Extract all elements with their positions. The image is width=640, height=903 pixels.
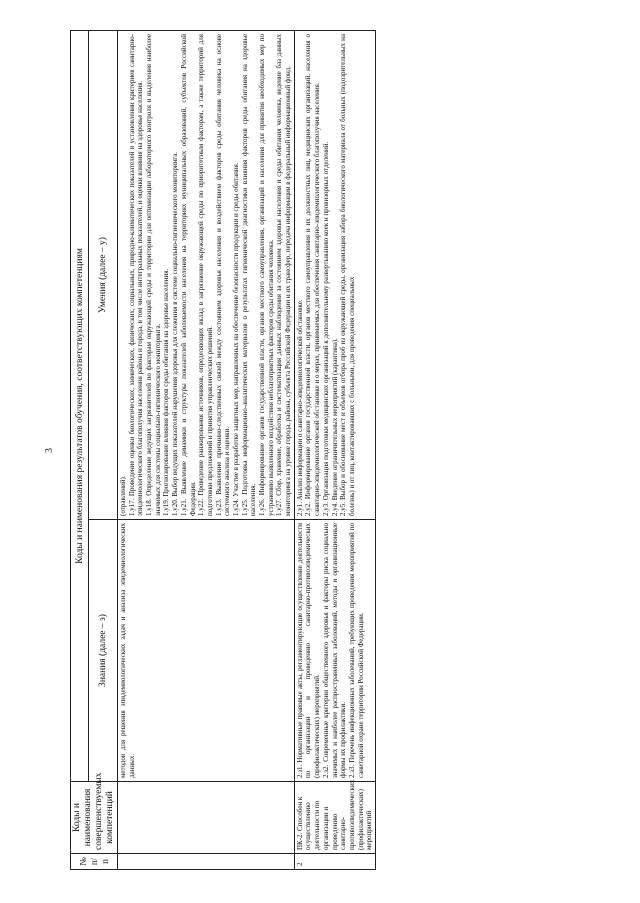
knowledge-item: 2.з3. Перечень инфекционных заболеваний, требующих проведения мероприятий по санитарной охране территории Российской Федерации. — [347, 523, 365, 778]
skill-item: 1.у26. Информирование органов государственной власти, органов местного самоуправления, организаций и населения для принятия необходимых мер по устранению выявленного воздействия неблагоприятных факторов среды обитания человека. — [258, 34, 275, 516]
skill-item: (отравлений). — [119, 475, 127, 516]
skill-item: 1.у23. Выявление причинно-следственных связей между состоянием здоровья населения и воздействием факторов среды обитания человека на основе системного анализа и оценки. — [214, 34, 232, 516]
skill-item: 2.у2. Информирование органов государственной власти, органов местного самоуправления и их должностных лиц, медицинских организаций, населения о санитарно-эпидемиологической обстановке и о мерах, принимаемых для обеспечения санитарно-эпидемиологического благополучия населения. — [304, 34, 322, 516]
knowledge-cell — [118, 520, 295, 782]
table-row — [294, 31, 375, 870]
row-number: 2 — [294, 854, 375, 870]
page-number: 3 — [44, 448, 55, 453]
knowledge-item: методов для решения эпидемиологических задач и анализа эпидемиологических данных. — [119, 523, 136, 778]
header-codes: Коды и наименования совершенствуемых компетенций — [71, 782, 118, 854]
header-num: № п/п — [71, 854, 118, 870]
skill-item: 1.у20. Выбор ведущих показателей нарушения здоровья для слежения в системе социально-гигиенического мониторинга. — [171, 151, 180, 516]
skills-cell — [294, 31, 375, 520]
competency-code: ПК-2. Способен к осуществлению деятельности по организации и проведению санитарно-противоэпидемических (профилактических) мероприятий — [294, 782, 375, 854]
skill-item: 2.у5. Выбор и обоснование мест и объемов отбора проб из окружающей среды, организация забора биологического материала от больных (подозрительных на болезнь) и от лиц, контактировавших с больными, для проведения специальных — [339, 34, 356, 516]
row-number — [118, 854, 295, 870]
skill-item: 1.у24. Участие в разработке защитных мер, направленных на обеспечение безопасности продукции и среды обитания. — [231, 162, 240, 516]
competency-table — [70, 30, 376, 870]
skill-item: 1.у22. Проведение ранжирования источников, определяющих вклад в загрязнение окружающей среды по приоритетным факторам, а также территорий для подготовки предложений и принятия управленческих решений. — [197, 34, 214, 516]
skill-item: 1.у21. Выявление динамики и структуры показателей заболеваемости населения на территориях муниципальных образований, субъектов Российской Федерации. — [179, 34, 197, 516]
competency-code — [118, 782, 295, 854]
skills-cell — [118, 31, 295, 520]
skill-item: 2.у3. Организация подготовки медицинских организаций к дополнительному развертыванию коек и провизорных отделений. — [321, 141, 330, 516]
rotated-page — [70, 30, 580, 870]
knowledge-item: 2.з2. Современные критерии общественного здоровья и факторы риска социально значимых и наиболее распространенных заболеваний, методы и организационные формы их профилактики. — [321, 523, 348, 778]
skill-item: 2.у1. Анализ информации о санитарно-эпидемиологической обстановке. — [295, 299, 304, 516]
header-skills: Умения (далее – у) — [89, 31, 118, 520]
header-results: Коды и наименования результатов обучения, соответствующих компетенциям — [71, 31, 89, 782]
skill-item: 1.у27. Сбор, хранение, обработка и систематизация данных наблюдения за состоянием здоровья населения и среды обитания человека, ведение баз данных мониторинга на уровне города, района, субъекта Российской Федерации и их трансфер, передача информации в федеральный информационный фонд. — [275, 34, 293, 516]
skill-item: 2.у4. Введение ограничительных мероприятий (карантина). — [330, 338, 339, 516]
skill-item: 1.у18. Определение ведущих загрязнителей по факторам окружающей среды и территории для оптимизации лабораторного контроля и выделения наиболее значимых для системы социально-гигиенического мониторинга. — [145, 34, 162, 516]
skill-item: 1.у19. Прогнозирование влияния факторов среды обитания на здоровье населения. — [162, 268, 171, 516]
skill-item: 1.у17. Проведение оценки биологических, химических, физических, социальных, природно-климатических показателей в установлении критериев санитарно-эпидемиологического благополучия населения района и города, в том числе интегральных показателей, и оценки влияния на здоровье населения. — [127, 34, 145, 516]
header-knowledge: Знания (далее – з) — [89, 520, 118, 782]
skill-item: 1.у25. Подготовка информационно-аналитических материалов о результатах гигиенической диагностики влияния факторов среды обитания на здоровье населения. — [240, 34, 258, 516]
knowledge-cell — [294, 520, 375, 782]
table-row — [118, 31, 295, 870]
knowledge-item: 2.з1. Нормативные правовые акты, регламентирующие осуществление деятельности по организации и проведению санитарно-противоэпидемических (профилактических) мероприятий. — [295, 523, 322, 778]
